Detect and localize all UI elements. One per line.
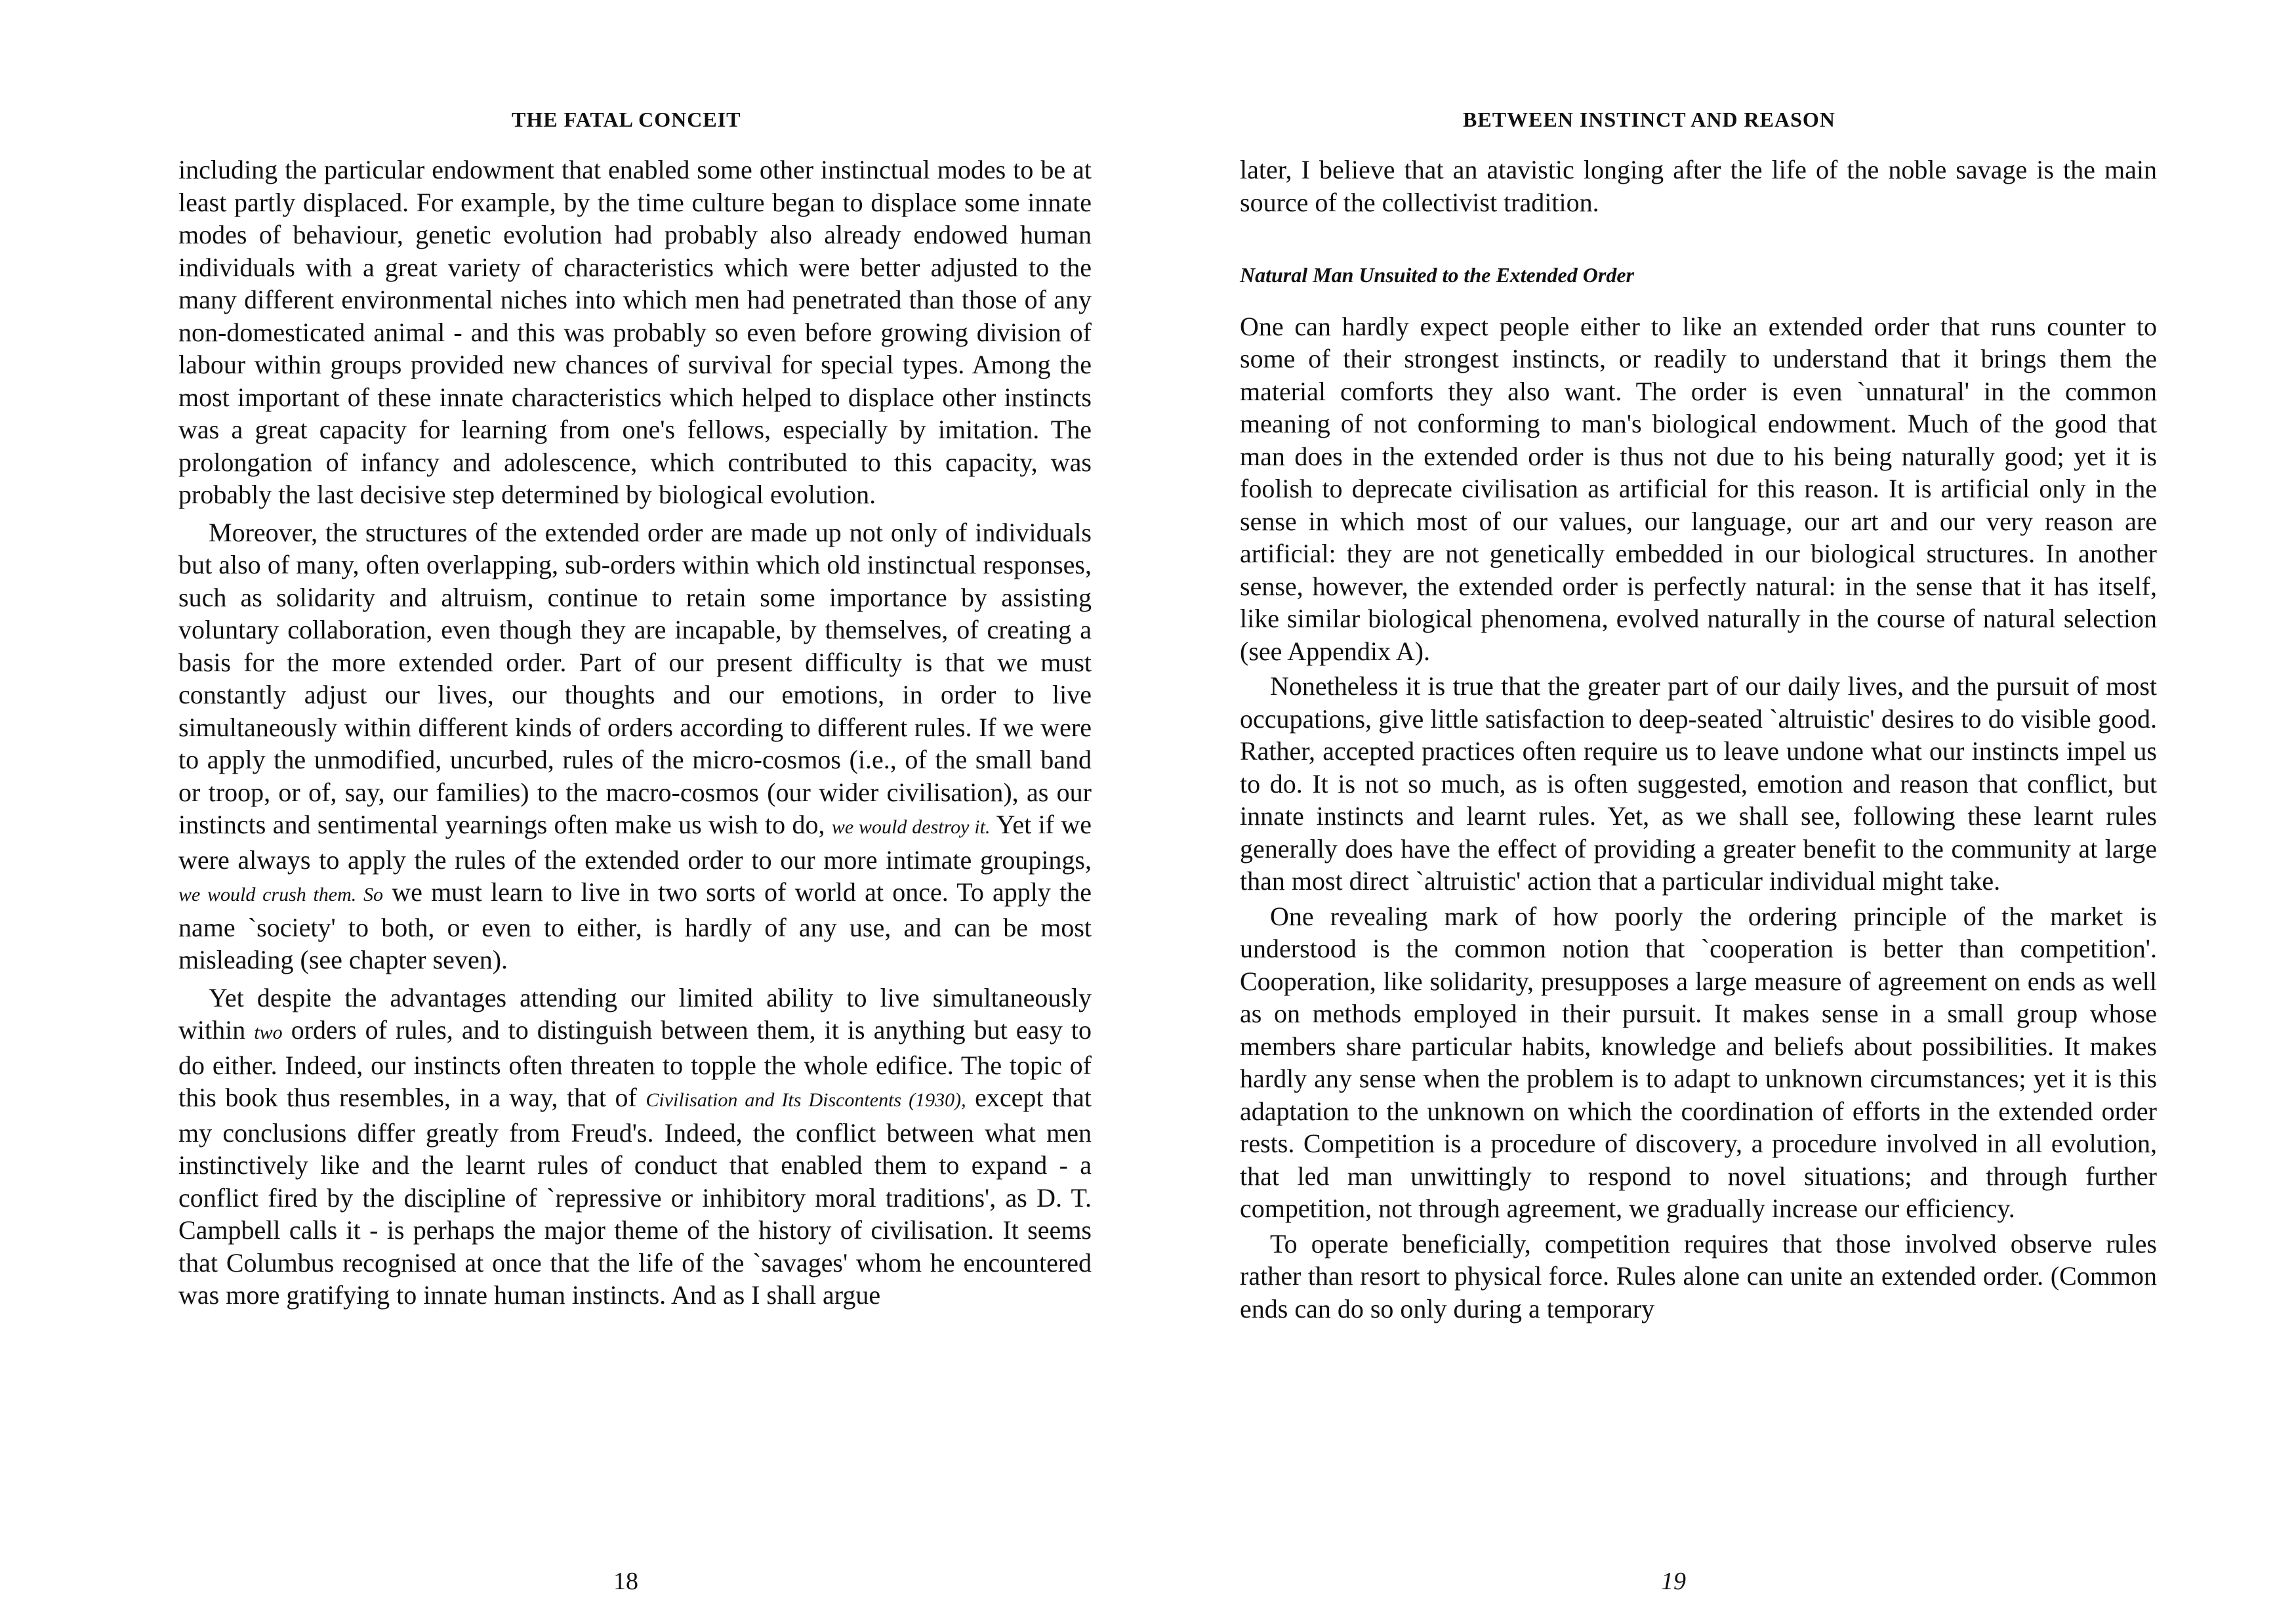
text-run: except that my conclusions differ greatly from Freud's. Indeed, the conflict between what men instinctively like and the learnt rules of conduct that enabled them to expand - a conflict fired by the discipline of `repressive or inhibitory moral traditions', as D. T. Campbell calls it - is perhaps the major theme of the history of civilisation. It seems that Columbus recognised at once that the life of the `savages' whom he encountered was more gratifying to innate human instincts. And as I shall argue	[178, 1083, 1092, 1310]
paragraph: To operate beneficially, competition requires that those involved observe rules rather than resort to physical force. Rules alone can unite an extended order. (Common ends can do so only during a temporary	[1240, 1228, 2157, 1323]
italic-run: Civilisation and Its Discontents (1930),	[646, 1089, 966, 1111]
section-subheading: Natural Man Unsuited to the Extended Order	[1240, 263, 1634, 287]
text-run: Yet if we were always to apply the rules of the extended order to our more intimate groupings,	[178, 810, 1092, 875]
page-body	[1240, 154, 2157, 1325]
text-run: we must learn to live in two sorts of world at once. To apply the name `society' to both, or even to either, is hardly of any use, and can be most misleading (see chapter seven).	[178, 877, 1092, 974]
italic-run: we would crush them. So	[178, 884, 383, 906]
paragraph: One revealing mark of how poorly the ordering principle of the market is understood is the common notion that `cooperation is better than competition'. Cooperation, like solidarity, presupposes a large measure of agreement on ends as well as on methods employed in their pursuit. It makes sense in a small group whose members share particular habits, knowledge and beliefs about possibilities. It makes hardly any sense when the problem is to adapt to unknown circumstances; yet it is this adaptation to the unknown on which the coordination of efforts in the extended order rests. Competition is a procedure of discovery, a procedure involved in all evolution, that led man unwittingly to respond to novel situations; and through further competition, not through agreement, we gradually increase our efficiency.	[1240, 901, 2157, 1223]
text-run: Yet despite the advantages attending our limited ability to live simultaneously within	[178, 982, 1092, 1045]
paragraph: later, I believe that an atavistic longing after the life of the noble savage is the main source of the collectivist tradition.	[1240, 155, 2157, 217]
italic-run: we would destroy it.	[831, 816, 991, 838]
running-head: THE FATAL CONCEIT	[512, 108, 741, 131]
paragraph: Nonetheless it is true that the greater part of our daily lives, and the pursuit of most occupations, give little satisfaction to deep-seated `altruistic' desires to do visible good. Rather, accepted practices often require us to leave undone what our instincts impel us to do. It is not so much, as is often suggested, emotion and reason that conflict, but innate instincts and learnt rules. Yet, as we shall see, following these learnt rules generally does have the effect of providing a greater benefit to the community at large than most direct `altruistic' action that a particular individual might take.	[1240, 671, 2157, 896]
running-head: BETWEEN INSTINCT AND REASON	[1463, 108, 1835, 131]
page-body	[178, 154, 1092, 1312]
right-page	[1148, 0, 2296, 1624]
page-number: 19	[1661, 1568, 1686, 1595]
text-run: Moreover, the structures of the extended order are made up not only of individuals but also of many, often overlapping, sub-orders within which old instinctual responses, such as solidarity and altruism, continue to retain some importance by assisting voluntary collaboration, even though they are incapable, by themselves, of creating a basis for the more extended order. Part of our present difficulty is that we must constantly adjust our lives, our thoughts and our emotions, in order to live simultaneously within different kinds of orders according to different rules. If we were to apply the unmodified, uncurbed, rules of the micro-cosmos (i.e., of the small band or troop, or of, say, our families) to the macro-cosmos (our wider civilisation), as our instincts and sentimental yearnings often make us wish to do,	[178, 517, 1092, 839]
paragraph	[178, 516, 1092, 976]
text-run: orders of rules, and to distinguish between them, it is anything but easy to do either. Indeed, our instincts often threaten to topple the whole edifice. The topic of this book thus resembles, in a way, that of	[178, 1015, 1092, 1112]
paragraph: One can hardly expect people either to like an extended order that runs counter to some of their strongest instincts, or readily to understand that it brings them the material comforts they also want. The order is even `unnatural' in the common meaning of not conforming to man's biological endowment. Much of the good that man does in the extended order is thus not due to his being naturally good; yet it is foolish to deprecate civilisation as artificial for this reason. It is artificial only in the sense in which most of our values, our language, our art and our very reason are artificial: they are not genetically embedded in our biological structures. In another sense, however, the extended order is perfectly natural: in the sense that it has itself, like similar biological phenomena, evolved naturally in the course of natural selection (see Appendix A).	[1240, 311, 2157, 666]
paragraph: including the particular endowment that enabled some other instinctual modes to be at least partly displaced. For example, by the time culture began to displace some innate modes of behaviour, genetic evolution had probably also already endowed human individuals with a great variety of characteristics which were better adjusted to the many different environmental niches into which men had penetrated than those of any non-domesticated animal - and this was probably so even before growing division of labour within groups provided new chances of survival for special types. Among the most important of these innate characteristics which helped to displace other instincts was a great capacity for learning from one's fellows, especially by imitation. The prolongation of infancy and adolescence, which contributed to this capacity, was probably the last decisive step determined by biological evolution.	[178, 155, 1092, 509]
italic-run: two	[254, 1022, 283, 1043]
page-number: 18	[613, 1568, 638, 1595]
paragraph	[178, 982, 1092, 1312]
